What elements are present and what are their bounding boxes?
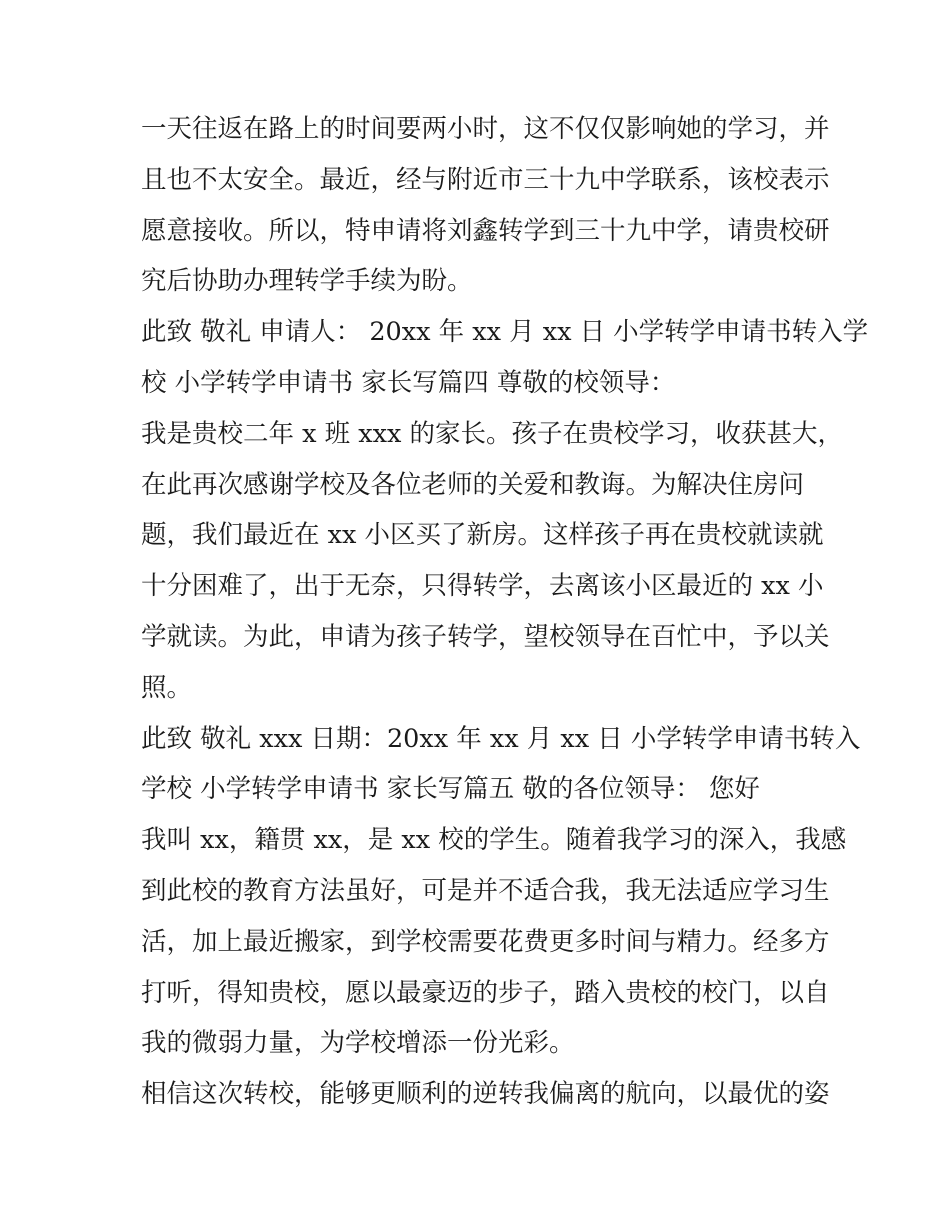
- text-line: 活，加上最近搬家，到学校需要花费更多时间与精力。经多方: [141, 926, 830, 957]
- text-line: 题，我们最近在 xx 小区买了新房。这样孩子再在贵校就读就: [141, 520, 824, 551]
- text-line: 到此校的教育方法虽好，可是并不适合我，我无法适应学习生: [141, 875, 830, 906]
- text-line: 打听，得知贵校，愿以最豪迈的步子，踏入贵校的校门，以自: [141, 977, 830, 1008]
- text-line: 且也不太安全。最近，经与附近市三十九中学联系，该校表示: [141, 164, 830, 195]
- text-line: 十分困难了，出于无奈，只得转学，去离该小区最近的 xx 小: [141, 571, 824, 602]
- text-line: 愿意接收。所以，特申请将刘鑫转学到三十九中学，请贵校研: [141, 215, 830, 246]
- text-line: 学校 小学转学申请书 家长写篇五 敬的各位领导： 您好: [141, 774, 760, 805]
- document-body: [141, 104, 869, 1120]
- text-line: 在此再次感谢学校及各位老师的关爱和教诲。为解决住房问: [141, 469, 805, 500]
- text-line: 校 小学转学申请书 家长写篇四 尊敬的校领导：: [141, 367, 676, 398]
- text-line: 此致 敬礼 xxx 日期：20xx 年 xx 月 xx 日 小学转学申请书转入: [141, 723, 861, 754]
- text-line: 我是贵校二年 x 班 xxx 的家长。孩子在贵校学习，收获甚大，: [141, 418, 843, 449]
- text-line: 学就读。为此，申请为孩子转学，望校领导在百忙中，予以关: [141, 621, 830, 652]
- text-line: 照。: [141, 672, 193, 703]
- text-line: 此致 敬礼 申请人： 20xx 年 xx 月 xx 日 小学转学申请书转入学: [141, 317, 869, 348]
- text-line: 我的微弱力量，为学校增添一份光彩。: [141, 1028, 575, 1059]
- text-line: 究后协助办理转学手续为盼。: [141, 266, 473, 297]
- text-line: 相信这次转校，能够更顺利的逆转我偏离的航向，以最优的姿: [141, 1079, 830, 1110]
- text-line: 我叫 xx，籍贯 xx，是 xx 校的学生。随着我学习的深入，我感: [141, 825, 847, 856]
- text-line: 一天往返在路上的时间要两小时，这不仅仅影响她的学习，并: [141, 114, 830, 144]
